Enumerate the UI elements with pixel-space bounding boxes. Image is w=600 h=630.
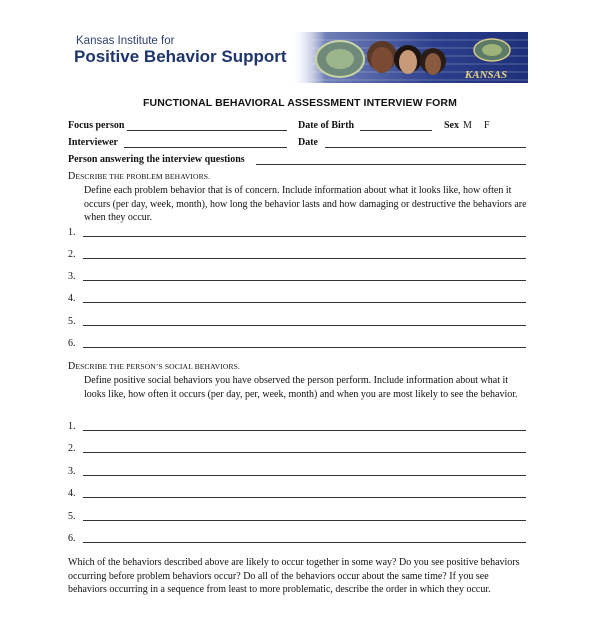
respondent-label: Person answering the interview questions [68,154,245,165]
list-item-number: 3. [68,466,76,477]
date-label: Date [298,137,318,148]
heading-rest: ESCRIBE THE PERSON’S SOCIAL BEHAVIORS. [75,362,240,371]
heading-initial: D [68,361,76,372]
sex-option-m[interactable]: M [463,120,472,131]
closing-question: Which of the behaviors described above are likely to occur together in some way? Do you see positive behaviors occurring before problem behaviors occur? Do all of the behaviors occur about the same time? If you see behaviors occurring in a sequence from least to more problematic, describe the order in which they occur. [68,557,520,595]
list-item-number: 1. [68,227,76,238]
date-of-birth-label: Date of Birth [298,120,355,131]
problem-behavior-line[interactable] [83,280,526,281]
list-item-number: 4. [68,488,76,499]
list-item-number: 2. [68,443,76,454]
sex-label: Sex [444,120,459,131]
respondent-field[interactable] [256,164,526,165]
list-item-number: 6. [68,533,76,544]
social-behavior-line[interactable] [83,430,526,431]
social-behavior-line[interactable] [83,542,526,543]
institute-line: Kansas Institute for [76,35,175,47]
kansas-wordmark: KANSAS [464,69,508,81]
heading-initial: D [68,171,76,182]
problem-behaviors-instructions: Define each problem behavior that is of concern. Include information about what it looks like, how often it occurs (per day, week, month), how long the behavior lasts and how damaging or destructive the behaviors are when they occur. [84,185,527,223]
problem-behavior-line[interactable] [83,347,526,348]
focus-person-label: Focus person [68,120,125,131]
interviewer-label: Interviewer [68,137,118,148]
date-of-birth-field[interactable] [360,130,432,131]
problem-behavior-line[interactable] [83,302,526,303]
list-item-number: 1. [68,421,76,432]
list-item-number: 5. [68,316,76,327]
social-behaviors-instructions: Define positive social behaviors you have observed the person perform. Include information about what it looks like, how often it occurs (per day, per, week, month) and when you are most likely to see the behavior. [84,375,518,400]
heading-rest: ESCRIBE THE PROBLEM BEHAVIORS. [75,172,211,181]
social-behavior-line[interactable] [83,497,526,498]
problem-behavior-line[interactable] [83,236,526,237]
problem-behavior-line[interactable] [83,325,526,326]
problem-behaviors-heading [68,171,210,182]
banner-photo-collage [290,32,528,83]
sex-option-f[interactable]: F [484,120,490,131]
interviewer-field[interactable] [124,147,287,148]
list-item-number: 3. [68,271,76,282]
list-item-number: 5. [68,511,76,522]
list-item-number: 4. [68,293,76,304]
list-item-number: 2. [68,249,76,260]
focus-person-field[interactable] [127,130,287,131]
list-item-number: 6. [68,338,76,349]
social-behavior-line[interactable] [83,452,526,453]
social-behaviors-heading [68,361,240,372]
header-banner [68,31,528,83]
form-title: FUNCTIONAL BEHAVIORAL ASSESSMENT INTERVIEW FORM [143,97,457,109]
social-behavior-line[interactable] [83,475,526,476]
program-line: Positive Behavior Support [74,47,287,66]
problem-behavior-line[interactable] [83,258,526,259]
social-behavior-line[interactable] [83,520,526,521]
date-field[interactable] [325,147,526,148]
